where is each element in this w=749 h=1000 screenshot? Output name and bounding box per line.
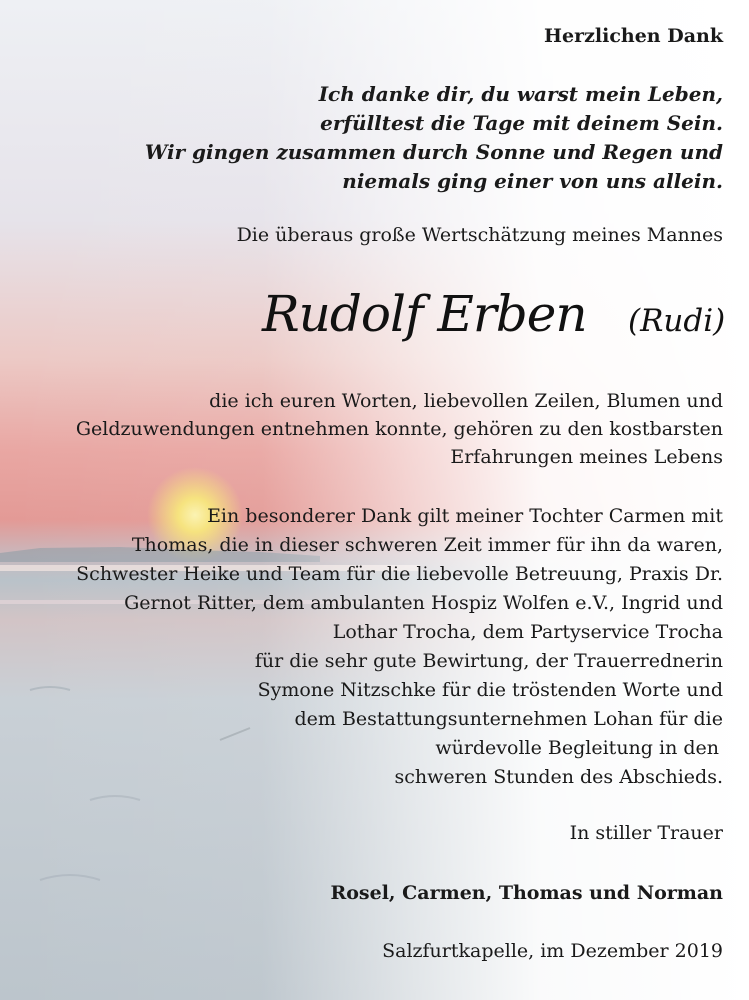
paragraph-line: Geldzuwendungen entnehmen konnte, gehören zu den kostbarsten bbox=[75, 418, 723, 440]
intro-text: Die überaus große Wertschätzung meines Mannes bbox=[236, 224, 723, 246]
place-and-date: Salzfurtkapelle, im Dezember 2019 bbox=[382, 940, 723, 962]
paragraph-line: Gernot Ritter, dem ambulanten Hospiz Wolfen e.V., Ingrid und bbox=[124, 592, 723, 614]
paragraph-line: Thomas, die in dieser schweren Zeit immer für ihn da waren, bbox=[131, 534, 723, 556]
paragraph-line: Erfahrungen meines Lebens bbox=[450, 446, 723, 468]
poem-line: Ich danke dir, du warst mein Leben, bbox=[318, 82, 723, 106]
poem-line: niemals ging einer von uns allein. bbox=[342, 169, 723, 193]
paragraph-line: würdevolle Begleitung in den bbox=[435, 737, 719, 759]
paragraph-line: Symone Nitzschke für die tröstenden Worte und bbox=[257, 679, 723, 701]
paragraph-line: die ich euren Worten, liebevollen Zeilen, Blumen und bbox=[209, 390, 723, 412]
signatories: Rosel, Carmen, Thomas und Norman bbox=[330, 882, 723, 904]
paragraph-line: Lothar Trocha, dem Partyservice Trocha bbox=[332, 621, 723, 643]
poem-line: Wir gingen zusammen durch Sonne und Regen und bbox=[144, 140, 723, 164]
deceased-nickname: (Rudi) bbox=[628, 303, 726, 339]
closing-text: In stiller Trauer bbox=[569, 822, 723, 844]
paragraph-line: für die sehr gute Bewirtung, der Trauerrednerin bbox=[254, 650, 723, 672]
paragraph-line: schweren Stunden des Abschieds. bbox=[394, 766, 723, 788]
deceased-name: Rudolf Erben bbox=[262, 285, 587, 343]
paragraph-line: Ein besonderer Dank gilt meiner Tochter Carmen mit bbox=[207, 505, 723, 527]
paragraph-line: Schwester Heike und Team für die liebevolle Betreuung, Praxis Dr. bbox=[76, 563, 723, 585]
heading: Herzlichen Dank bbox=[544, 25, 723, 47]
poem-line: erfülltest die Tage mit deinem Sein. bbox=[320, 111, 723, 135]
paragraph-line: dem Bestattungsunternehmen Lohan für die bbox=[294, 708, 723, 730]
